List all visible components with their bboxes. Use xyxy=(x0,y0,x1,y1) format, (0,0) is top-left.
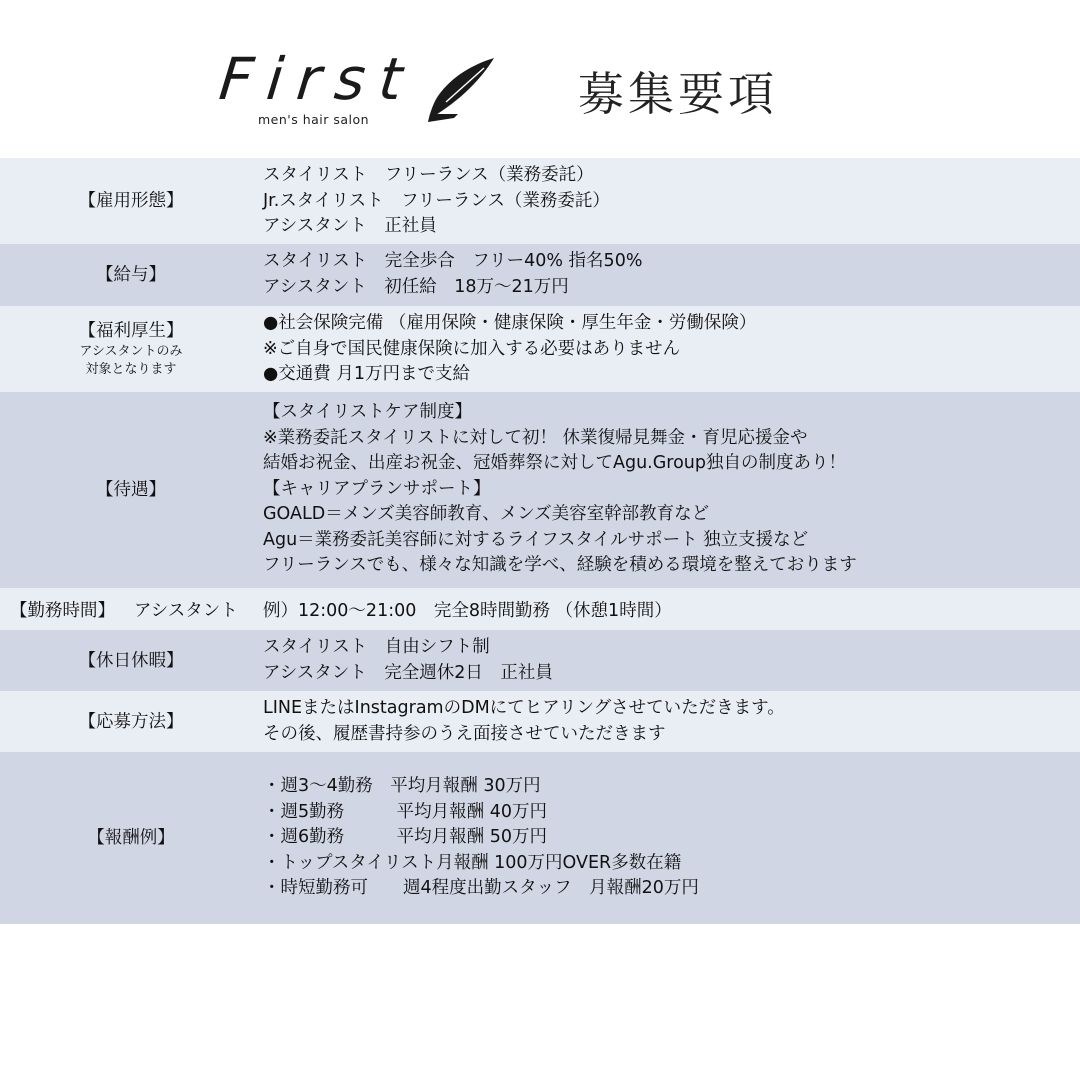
row-label: 【福利厚生】 アシスタントのみ 対象となります xyxy=(78,321,184,377)
content-line: スタイリスト フリーランス（業務委託） xyxy=(263,165,594,185)
content-line: ・時短勤務可 週4程度出勤スタッフ 月報酬20万円 xyxy=(263,878,699,898)
content-line: LINEまたはInstagramのDMにてヒアリングさせていただきます。 xyxy=(263,698,785,718)
row-content xyxy=(263,249,1075,300)
content-line: ●社会保険完備 （雇用保険・健康保険・厚生年金・労働保険） xyxy=(263,313,757,333)
content-line: 例）12:00〜21:00 完全8時間勤務 （休憩1時間） xyxy=(263,600,672,621)
content-line: フリーランスでも、様々な知識を学べ、経験を積める環境を整えております xyxy=(263,555,857,575)
row-pay-examples xyxy=(0,752,1080,924)
recruitment-table xyxy=(0,158,1080,924)
row-treatment xyxy=(0,392,1080,588)
row-welfare xyxy=(0,306,1080,392)
row-content xyxy=(263,774,1075,902)
row-label: 【応募方法】 xyxy=(78,711,184,732)
content-line: アシスタント 初任給 18万〜21万円 xyxy=(263,276,569,297)
content-line: Jr.スタイリスト フリーランス（業務委託） xyxy=(263,190,610,211)
content-line: GOALD＝メンズ美容師教育、メンズ美容室幹部教育など xyxy=(263,504,710,524)
row-content xyxy=(263,635,1075,686)
row-label: 【待遇】 xyxy=(96,480,166,500)
row-label-note: 対象となります xyxy=(85,362,177,377)
row-application-method xyxy=(0,691,1080,752)
salon-logo-tagline: men's hair salon xyxy=(258,112,370,127)
content-line: ●交通費 月1万円まで支給 xyxy=(263,364,470,384)
content-line: ※業務委託スタイリストに対して初！ 休業復帰見舞金・育児応援金や xyxy=(263,427,808,448)
content-line: Agu＝業務委託美容師に対するライフスタイルサポート 独立支援など xyxy=(263,529,809,550)
row-working-hours xyxy=(0,588,1080,630)
row-label-note: アシスタントのみ xyxy=(79,344,183,359)
row-content xyxy=(263,163,1075,240)
row-content xyxy=(263,400,1075,579)
content-line: 【キャリアプランサポート】 xyxy=(263,478,491,499)
row-label: 【雇用形態】 xyxy=(78,191,184,211)
content-line: ・トップスタイリスト月報酬 100万円OVER多数在籍 xyxy=(263,852,682,873)
content-line: ・週3〜4勤務 平均月報酬 30万円 xyxy=(263,776,541,796)
content-line: アシスタント 正社員 xyxy=(263,216,437,236)
row-content xyxy=(263,696,1075,747)
content-line: ・週5勤務 平均月報酬 40万円 xyxy=(263,801,547,822)
content-line: 結婚お祝金、出産お祝金、冠婚葬祭に対してAgu.Group独自の制度あり！ xyxy=(263,453,847,473)
row-content xyxy=(0,588,1080,630)
content-line: ・週6勤務 平均月報酬 50万円 xyxy=(263,827,547,847)
row-employment-type xyxy=(0,158,1080,244)
header xyxy=(0,0,1080,158)
feather-logo-icon xyxy=(424,56,496,124)
content-line: スタイリスト 完全歩合 フリー40% 指名50% xyxy=(263,251,643,271)
row-label: 【給与】 xyxy=(96,265,166,285)
row-label: 【休日休暇】 xyxy=(78,650,184,671)
content-line: ※ご自身で国民健康保険に加入する必要はありません xyxy=(263,338,681,359)
row-role: アシスタント xyxy=(134,600,238,621)
content-line: 【スタイリストケア制度】 xyxy=(263,402,472,422)
row-label: 【勤務時間】 xyxy=(10,600,115,621)
row-salary xyxy=(0,244,1080,306)
page-title: 募集要項 xyxy=(578,67,778,121)
content-line: アシスタント 完全週休2日 正社員 xyxy=(263,662,553,683)
salon-logo-wordmark: First xyxy=(216,45,420,113)
row-content xyxy=(263,311,1075,388)
content-line: その後、履歴書持参のうえ面接させていただきます xyxy=(263,723,666,744)
row-holidays xyxy=(0,630,1080,691)
content-line: スタイリスト 自由シフト制 xyxy=(263,637,490,657)
row-label: 【報酬例】 xyxy=(87,828,175,848)
